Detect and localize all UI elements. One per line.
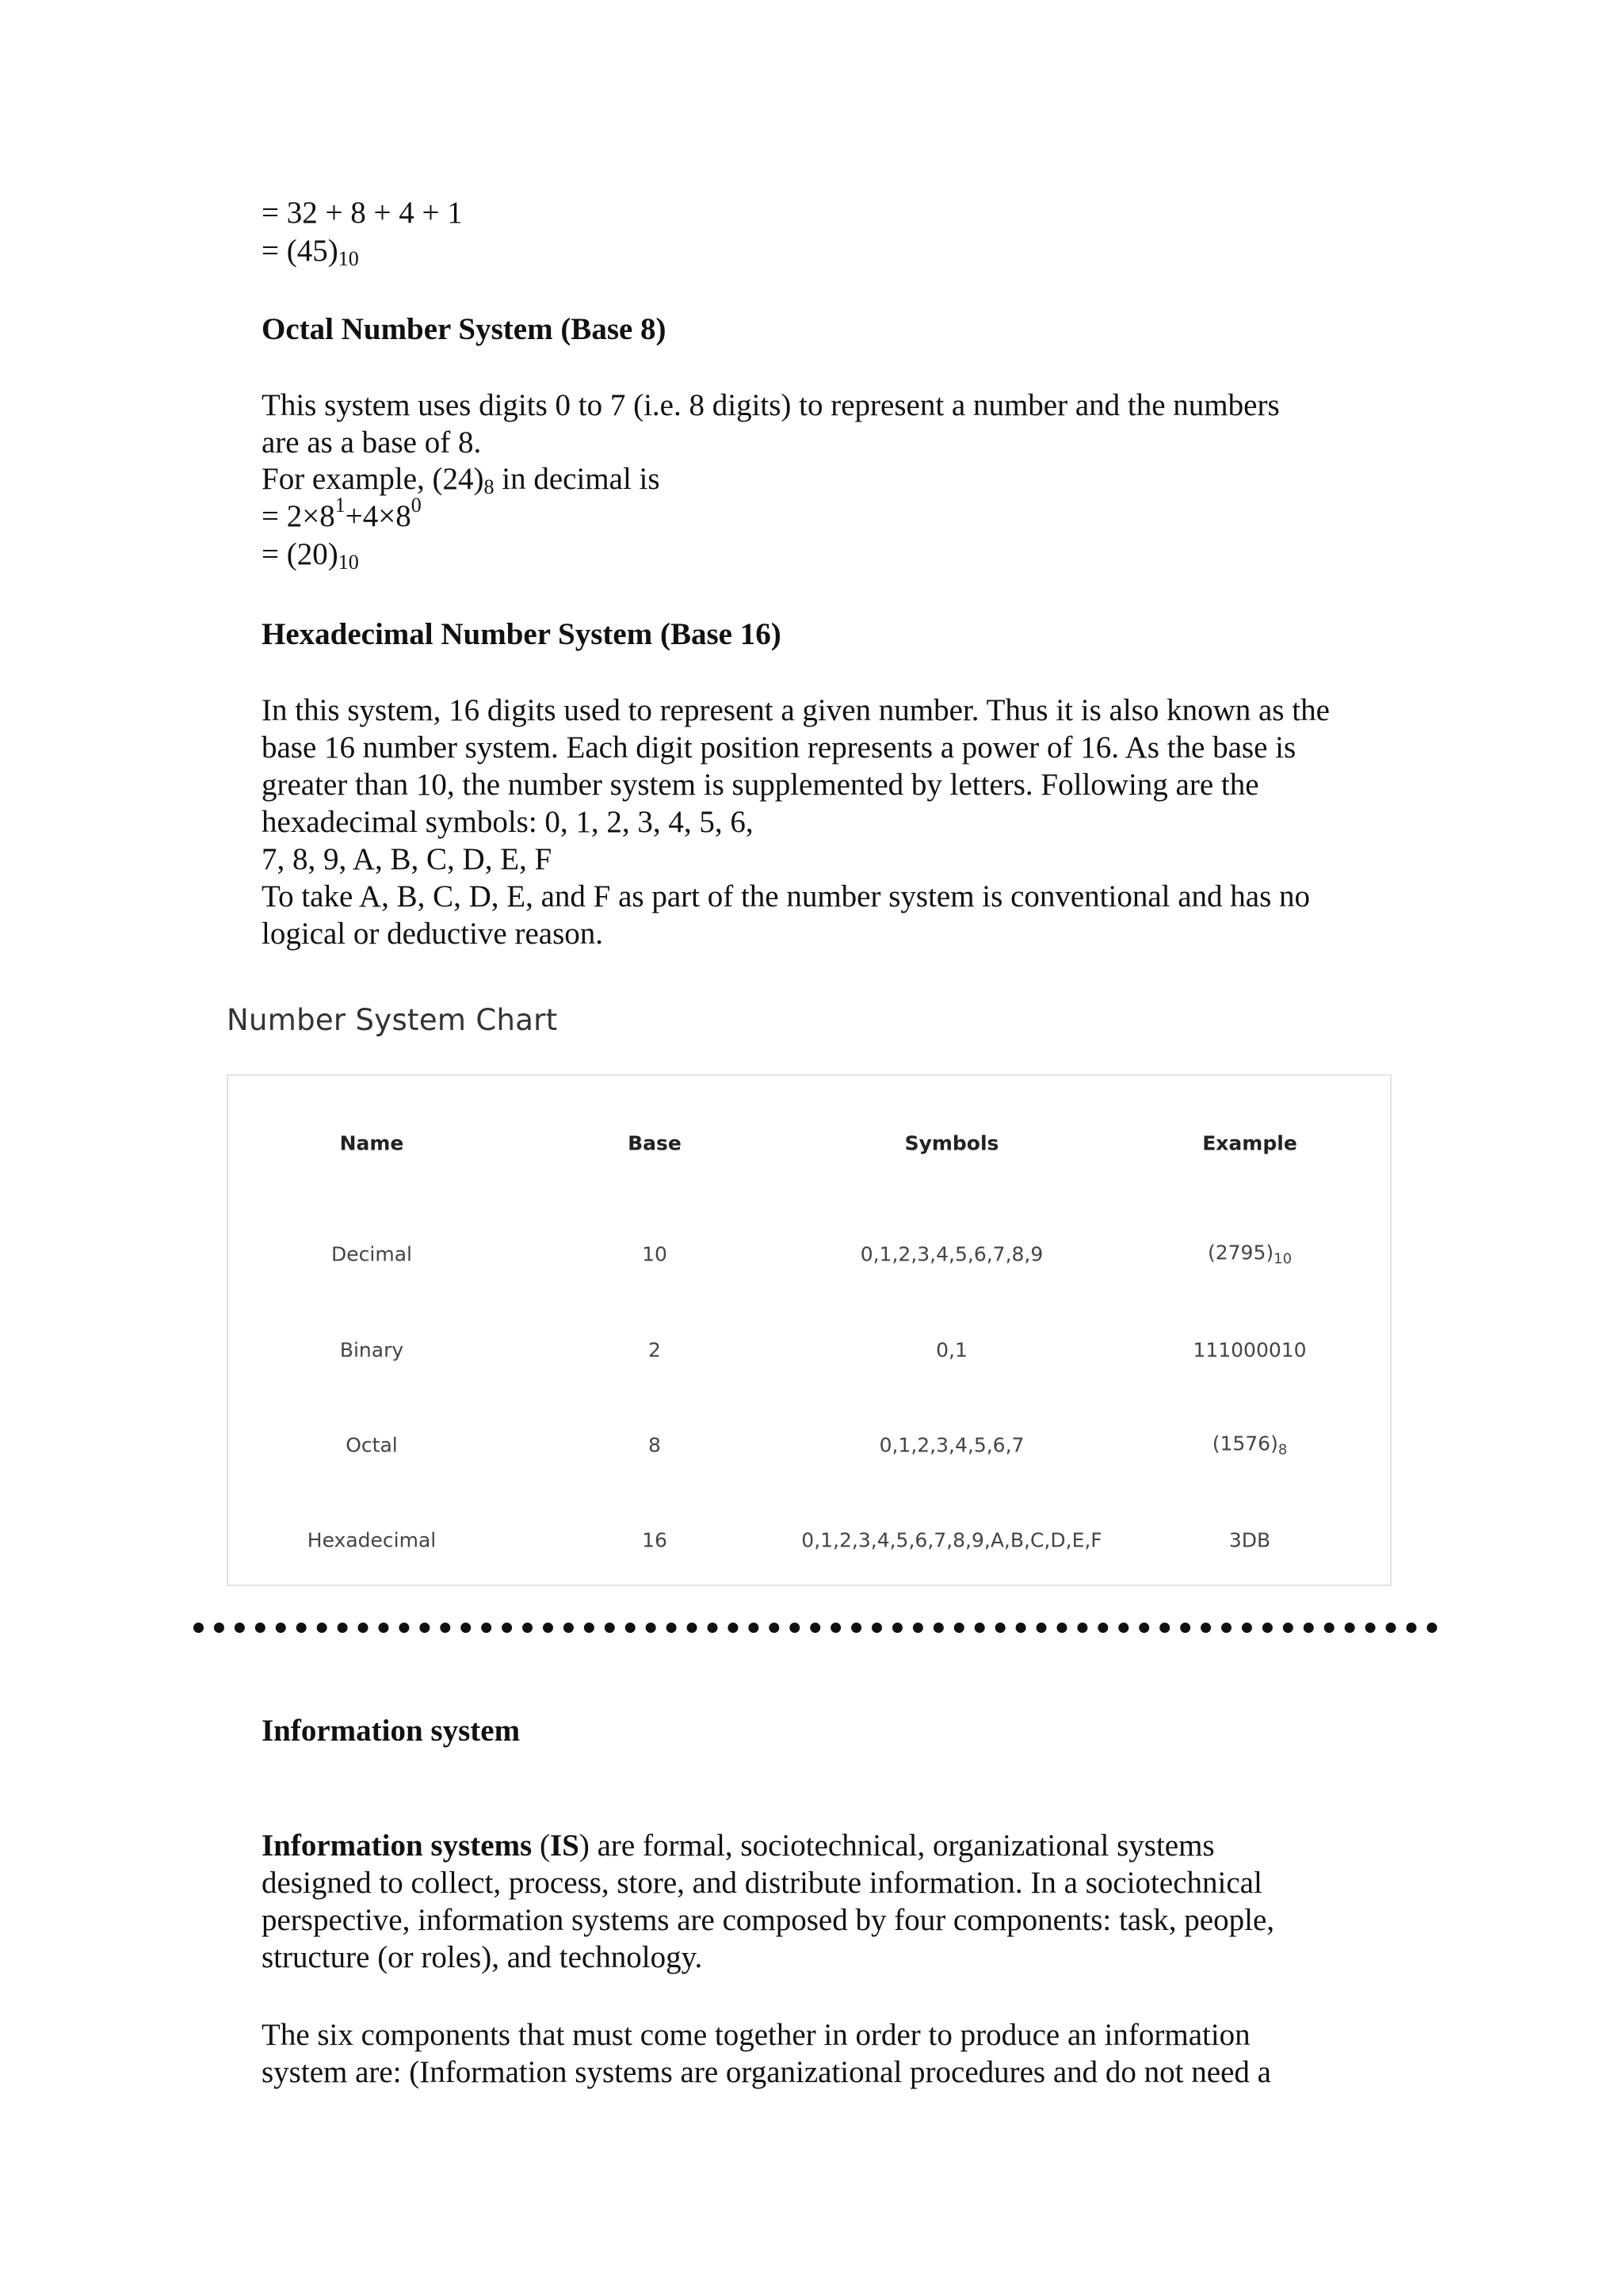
table-cell-name: Binary — [339, 1338, 404, 1362]
table-cell-name: Decimal — [331, 1242, 412, 1266]
table-cell-example: 3DB — [1228, 1528, 1271, 1552]
table-cell-symbols: 0,1,2,3,4,5,6,7,8,9 — [860, 1242, 1044, 1266]
table-header-name: Name — [339, 1131, 404, 1155]
octal-paragraph-line: This system uses digits 0 to 7 (i.e. 8 digits) to represent a number and the numbers — [262, 388, 1280, 422]
number-system-table — [227, 1074, 1392, 1586]
info-paragraph-line: Information systems (IS) are formal, sociotechnical, organizational systems — [262, 1829, 1215, 1863]
chart-title: Number System Chart — [227, 1003, 558, 1037]
table-cell-symbols: 0,1 — [936, 1338, 968, 1362]
hex-paragraph-line: greater than 10, the number system is supplemented by letters. Following are the — [262, 768, 1259, 802]
binary-result-line: = $(45)_{10}$ — [262, 234, 359, 270]
table-header-symbols: Symbols — [904, 1131, 999, 1155]
table-cell-example: 111000010 — [1193, 1338, 1307, 1362]
hex-paragraph-line: hexadecimal symbols: 0, 1, 2, 3, 4, 5, 6, — [262, 805, 754, 839]
table-header-example: Example — [1202, 1131, 1297, 1155]
info-heading: Information system — [262, 1714, 521, 1748]
table-cell-base: 8 — [648, 1433, 661, 1457]
binary-calc-line: = 32 + 8 + 4 + 1 — [262, 196, 463, 230]
octal-paragraph-line: are as a base of 8. — [262, 425, 482, 460]
info-paragraph-line: perspective, information systems are composed by four components: task, people, — [262, 1903, 1275, 1937]
table-cell-base: 2 — [648, 1338, 661, 1362]
table-cell-symbols: 0,1,2,3,4,5,6,7,8,9,A,B,C,D,E,F — [801, 1528, 1102, 1552]
table-cell-example: $(2795)_{10}$ — [1207, 1241, 1293, 1268]
octal-heading: Octal Number System (Base 8) — [262, 312, 666, 346]
dotted-divider — [193, 1623, 1438, 1633]
info-paragraph-line: designed to collect, process, store, and distribute information. In a sociotechnical — [262, 1866, 1262, 1900]
hex-paragraph-line: To take A, B, C, D, E, and F as part of the number system is conventional and has no — [262, 879, 1311, 913]
table-cell-base: 16 — [642, 1528, 667, 1552]
octal-example-line: For example, $(24)_8$ in decimal is — [262, 462, 660, 498]
info-paragraph-line: The six components that must come together in order to produce an information — [262, 2018, 1251, 2052]
hex-paragraph-line: In this system, 16 digits used to represent a given number. Thus it is also known as the — [262, 693, 1330, 727]
hex-paragraph-line: base 16 number system. Each digit position represents a power of 16. As the base is — [262, 730, 1296, 765]
table-cell-example: $(1576)_8$ — [1212, 1432, 1288, 1459]
hex-paragraph-line: logical or deductive reason. — [262, 917, 603, 951]
info-paragraph-line: system are: (Information systems are organizational procedures and do not need a — [262, 2055, 1271, 2089]
table-cell-symbols: 0,1,2,3,4,5,6,7 — [879, 1433, 1025, 1457]
octal-calc-line: = $2\times 8^1+4\times 8^0$ — [262, 494, 422, 533]
info-paragraph-line: structure (or roles), and technology. — [262, 1940, 703, 1974]
octal-result-line: = $(20)_{10}$ — [262, 537, 359, 574]
hex-heading: Hexadecimal Number System (Base 16) — [262, 617, 781, 651]
table-cell-base: 10 — [642, 1242, 667, 1266]
hex-paragraph-line: 7, 8, 9, A, B, C, D, E, F — [262, 842, 552, 876]
table-header-base: Base — [628, 1131, 682, 1155]
table-cell-name: Hexadecimal — [307, 1528, 437, 1552]
table-cell-name: Octal — [346, 1433, 398, 1457]
